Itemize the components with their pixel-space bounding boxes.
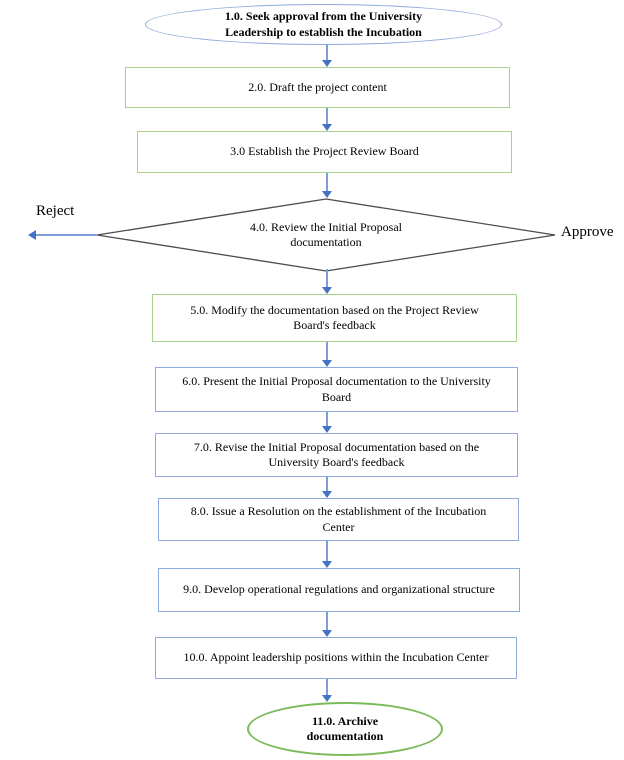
arrowhead-icon bbox=[322, 60, 332, 67]
flow-arrow-down bbox=[322, 108, 332, 131]
arrowhead-icon bbox=[322, 191, 332, 198]
arrowhead-icon bbox=[322, 360, 332, 367]
flow-arrow-down bbox=[322, 679, 332, 702]
node-text-line: 5.0. Modify the documentation based on the Project Review bbox=[190, 302, 479, 317]
process-box-establish-review-board bbox=[137, 131, 512, 173]
arrowhead-icon bbox=[322, 630, 332, 637]
flow-arrow-down bbox=[322, 412, 332, 433]
node-text-line: 7.0. Revise the Initial Proposal documentation based on the bbox=[193, 439, 480, 454]
process-box-present-proposal bbox=[155, 367, 518, 412]
start-terminator-seek-approval bbox=[145, 4, 502, 45]
flow-arrow-down bbox=[322, 541, 332, 568]
process-box-revise-proposal bbox=[155, 433, 518, 477]
process-box-modify-documentation bbox=[152, 294, 517, 342]
node-text-line: 10.0. Appoint leadership positions within the Incubation Center bbox=[183, 650, 489, 665]
arrowhead-icon bbox=[322, 491, 332, 498]
node-text-line: 4.0. Review the Initial Proposal bbox=[250, 219, 402, 234]
node-text-line: 11.0. Archive bbox=[311, 713, 379, 728]
node-text-line: documentation bbox=[290, 235, 362, 249]
arrowhead-icon bbox=[322, 287, 332, 294]
node-text-line: Board bbox=[321, 389, 352, 404]
flow-arrow-down bbox=[322, 269, 332, 294]
node-text-line: 8.0. Issue a Resolution on the establishment of the Incubation bbox=[190, 504, 487, 519]
flow-arrow-down bbox=[322, 173, 332, 198]
node-text-line: Center bbox=[322, 519, 355, 534]
end-terminator-archive bbox=[247, 702, 443, 756]
flow-arrow-down bbox=[322, 477, 332, 498]
node-text-line: Board's feedback bbox=[293, 318, 376, 332]
node-text-line: 6.0. Present the Initial Proposal documentation to the University bbox=[182, 374, 491, 389]
process-box-appoint-leadership bbox=[155, 637, 517, 679]
arrowhead-icon bbox=[322, 124, 332, 131]
flow-arrow-down bbox=[322, 612, 332, 637]
flow-arrow-down bbox=[322, 45, 332, 67]
node-text-line: documentation bbox=[306, 729, 384, 743]
reject-label: Reject bbox=[36, 203, 75, 219]
arrowhead-icon bbox=[322, 426, 332, 433]
process-box-issue-resolution bbox=[158, 498, 519, 541]
approve-label: Approve bbox=[561, 224, 614, 240]
node-text-line: Leadership to establish the Incubation bbox=[225, 24, 422, 39]
node-text-line: 9.0. Develop operational regulations and organizational structure bbox=[183, 582, 495, 597]
decision-review-proposal bbox=[216, 198, 436, 272]
node-text-line: 1.0. Seek approval from the University bbox=[224, 9, 423, 24]
process-box-draft-content bbox=[125, 67, 510, 108]
node-text-line: 3.0 Establish the Project Review Board bbox=[230, 144, 419, 159]
node-text-line: 2.0. Draft the project content bbox=[248, 79, 387, 94]
node-text-line: University Board's feedback bbox=[268, 455, 405, 469]
process-box-develop-regulations bbox=[158, 568, 520, 612]
arrowhead-icon bbox=[322, 561, 332, 568]
arrowhead-icon bbox=[28, 230, 36, 240]
flow-arrow-down bbox=[322, 342, 332, 367]
reject-arrow-left bbox=[28, 229, 98, 241]
arrowhead-icon bbox=[322, 695, 332, 702]
